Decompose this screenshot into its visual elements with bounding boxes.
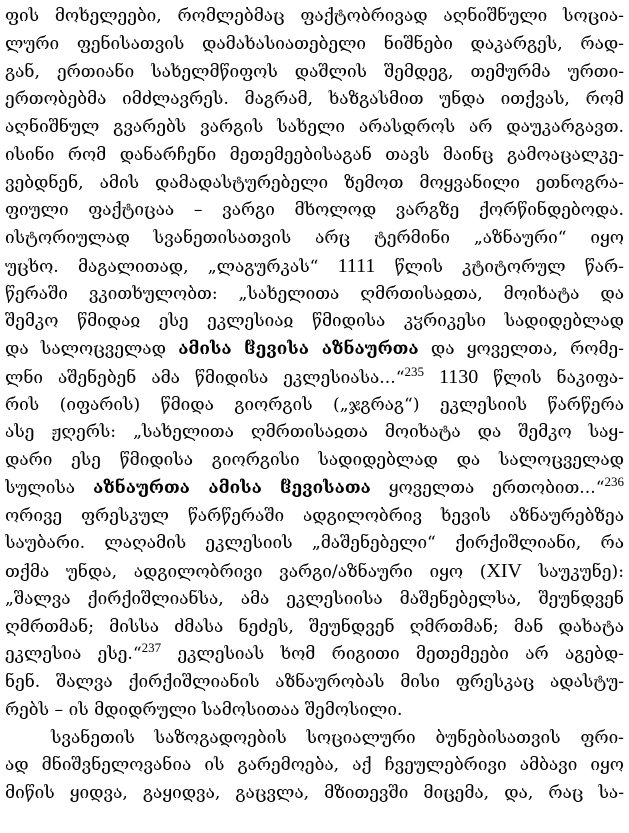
text-segment: ორივე ფრესკულ წარწერაში ადგილობრივ ხევის აზნაურებზეა xyxy=(5,505,624,526)
bold-text: ამისა ჱევისა აზნაურთა xyxy=(178,339,419,359)
text-segment: ყოველთა ერთობით...“ xyxy=(370,477,605,498)
text-segment xyxy=(424,368,439,388)
text-segment: თქმა უნდა, ადგილობრივი ვარგი/აზნაური იყო ( xyxy=(5,562,487,582)
text-line xyxy=(5,3,624,31)
text-segment: ეკლესია ესე.“ xyxy=(5,644,142,665)
text-line xyxy=(5,697,624,725)
text-line xyxy=(5,31,624,59)
text-line xyxy=(5,142,624,170)
bold-text: აზნაურთა ამისა ჱევისათა xyxy=(93,477,371,498)
text-segment: ისტორიულად სვანეთისათვის არც ტერმინი „აზნაური“ იყო xyxy=(5,228,624,248)
text-segment: ფის მოხელეები, რომლებმაც ფაქტობრივად აღნიშნული სოცია- xyxy=(5,6,624,26)
text-line xyxy=(5,225,624,253)
text-segment: XIV xyxy=(486,560,522,582)
text-line xyxy=(5,197,624,225)
text-line xyxy=(5,253,624,281)
text-line xyxy=(5,86,624,114)
text-segment: უცხო. მაგალითად, „ლაგურკას“ xyxy=(5,256,338,277)
text-segment: საუბარი. ლაღამის ეკლესიის „მაშენებელი“ ქირქიშლიანი, რა xyxy=(5,533,624,554)
text-line xyxy=(5,59,624,87)
text-line xyxy=(5,308,624,336)
text-line xyxy=(5,392,624,420)
text-segment: ლური ფენისათვის დამახასიათებელი ნიშნები დაკარგეს, რად- xyxy=(5,33,624,54)
text-line xyxy=(5,641,624,669)
text-segment: ლნი აშენებენ ამა წმიდისა ეკლესიასა...“ xyxy=(5,367,405,388)
footnote-ref: 236 xyxy=(604,474,624,489)
text-segment: რის (იფარის) წმიდა გიორგის („ჯგრაგ“) ეკლესიის წარწერა xyxy=(5,394,624,415)
footnote-ref: 235 xyxy=(404,363,424,379)
text-segment: და ყოველთა, რომე- xyxy=(418,339,624,359)
text-line xyxy=(5,281,624,309)
text-segment: ისინი რომ დანარჩენი მეთემეებისაგან თავს მაინც გამოაცალკე- xyxy=(5,144,624,165)
text-segment: ად მნიშვნელოვანია ის გარემოება, აქ ჩვეულებრივი ამბავი იყო xyxy=(5,755,624,776)
text-segment: გან, ერთიანი სახელმწიფოს დაშლის შემდეგ, თემურმა ურთი- xyxy=(5,61,624,82)
text-line xyxy=(5,170,624,198)
text-line xyxy=(5,475,624,503)
text-segment: რებს – ის მდიდრული სამოსითაა შემოსილი. xyxy=(5,699,403,720)
text-segment: ეკლესიას ხომ რიგითი მეთემეები არ აგებდ- xyxy=(161,644,624,665)
text-line xyxy=(5,447,624,475)
text-line xyxy=(5,419,624,447)
text-segment: მიწის ყიდვა, გაყიდვა, გაცვლა, მზითევში მიცემა, და, რაც სა- xyxy=(5,783,624,803)
text-segment: ნენ. შალვა ქირქიშლიანის აზნაურობას მისი ფრესკაც ადასტუ- xyxy=(5,672,624,692)
document-page xyxy=(5,3,624,808)
text-segment: შემკო წმიდაჲ ესე ეკლესიაჲ წმიდისა კჳრიკესი სადიდებლად xyxy=(5,311,624,332)
text-segment: და სალოცველად xyxy=(5,339,179,359)
text-segment: საუკუნე): xyxy=(521,562,624,582)
text-segment: წლის კტიტორულ წარ- xyxy=(375,256,624,277)
text-line xyxy=(5,364,624,392)
text-line xyxy=(5,336,624,364)
text-line xyxy=(5,503,624,531)
text-segment: 1111 xyxy=(337,254,376,277)
text-line xyxy=(5,614,624,642)
text-segment: წლის ნაკიფა- xyxy=(478,367,624,388)
text-line xyxy=(5,558,624,586)
text-segment: ღმრთმან; მისსა ძმასა ნეძეს, შეუნდვენ ღმრთმან; მან დახატა xyxy=(5,616,624,637)
text-segment: დარი ესე წმიდისა გიორგისი სადიდებლად და სალოცველად xyxy=(5,450,624,470)
text-segment: „შალვა ქირქიშლიანსა, ამა ეკლესიისა მაშენებელსა, შეუნდვენ xyxy=(5,588,624,609)
text-line xyxy=(5,530,624,558)
text-segment: ერთობებმა იმძლავრეს. მაგრამ, ხაზგასმით უნდა ითქვას, რომ xyxy=(5,89,624,110)
text-segment: წერაში ვკითხულობთ: „სახელითა ღმრთისაჲთა, მოიხატა და xyxy=(5,283,624,304)
text-segment: სვანეთის საზოგადოების სოციალური ბუნებისათვის ფრი- xyxy=(51,727,624,748)
text-line xyxy=(5,752,624,780)
text-segment: სულისა xyxy=(5,477,94,498)
text-line xyxy=(5,780,624,808)
text-line xyxy=(5,669,624,697)
text-segment: ასე ჟღერს: „სახელითა ღმრთისაჲთა მოიხატა და შემკო საყ- xyxy=(5,422,624,443)
text-line xyxy=(5,114,624,142)
text-line xyxy=(5,586,624,614)
text-segment: ვებდნენ, ამის დამადასტურებელი ზემოთ მოყვანილი ეთნოგრა- xyxy=(5,172,624,193)
text-segment: ფიული ფაქტიცაა – ვარგი მხოლოდ ვარგზე ქორწინდებოდა. xyxy=(5,200,624,221)
text-line xyxy=(5,725,624,753)
text-segment: 1130 xyxy=(438,365,479,388)
footnote-ref: 237 xyxy=(141,641,162,656)
text-segment: აღნიშნულ გვარებს ვარგის სახელი არასდროს არ დაუკარგავთ. xyxy=(5,117,624,137)
